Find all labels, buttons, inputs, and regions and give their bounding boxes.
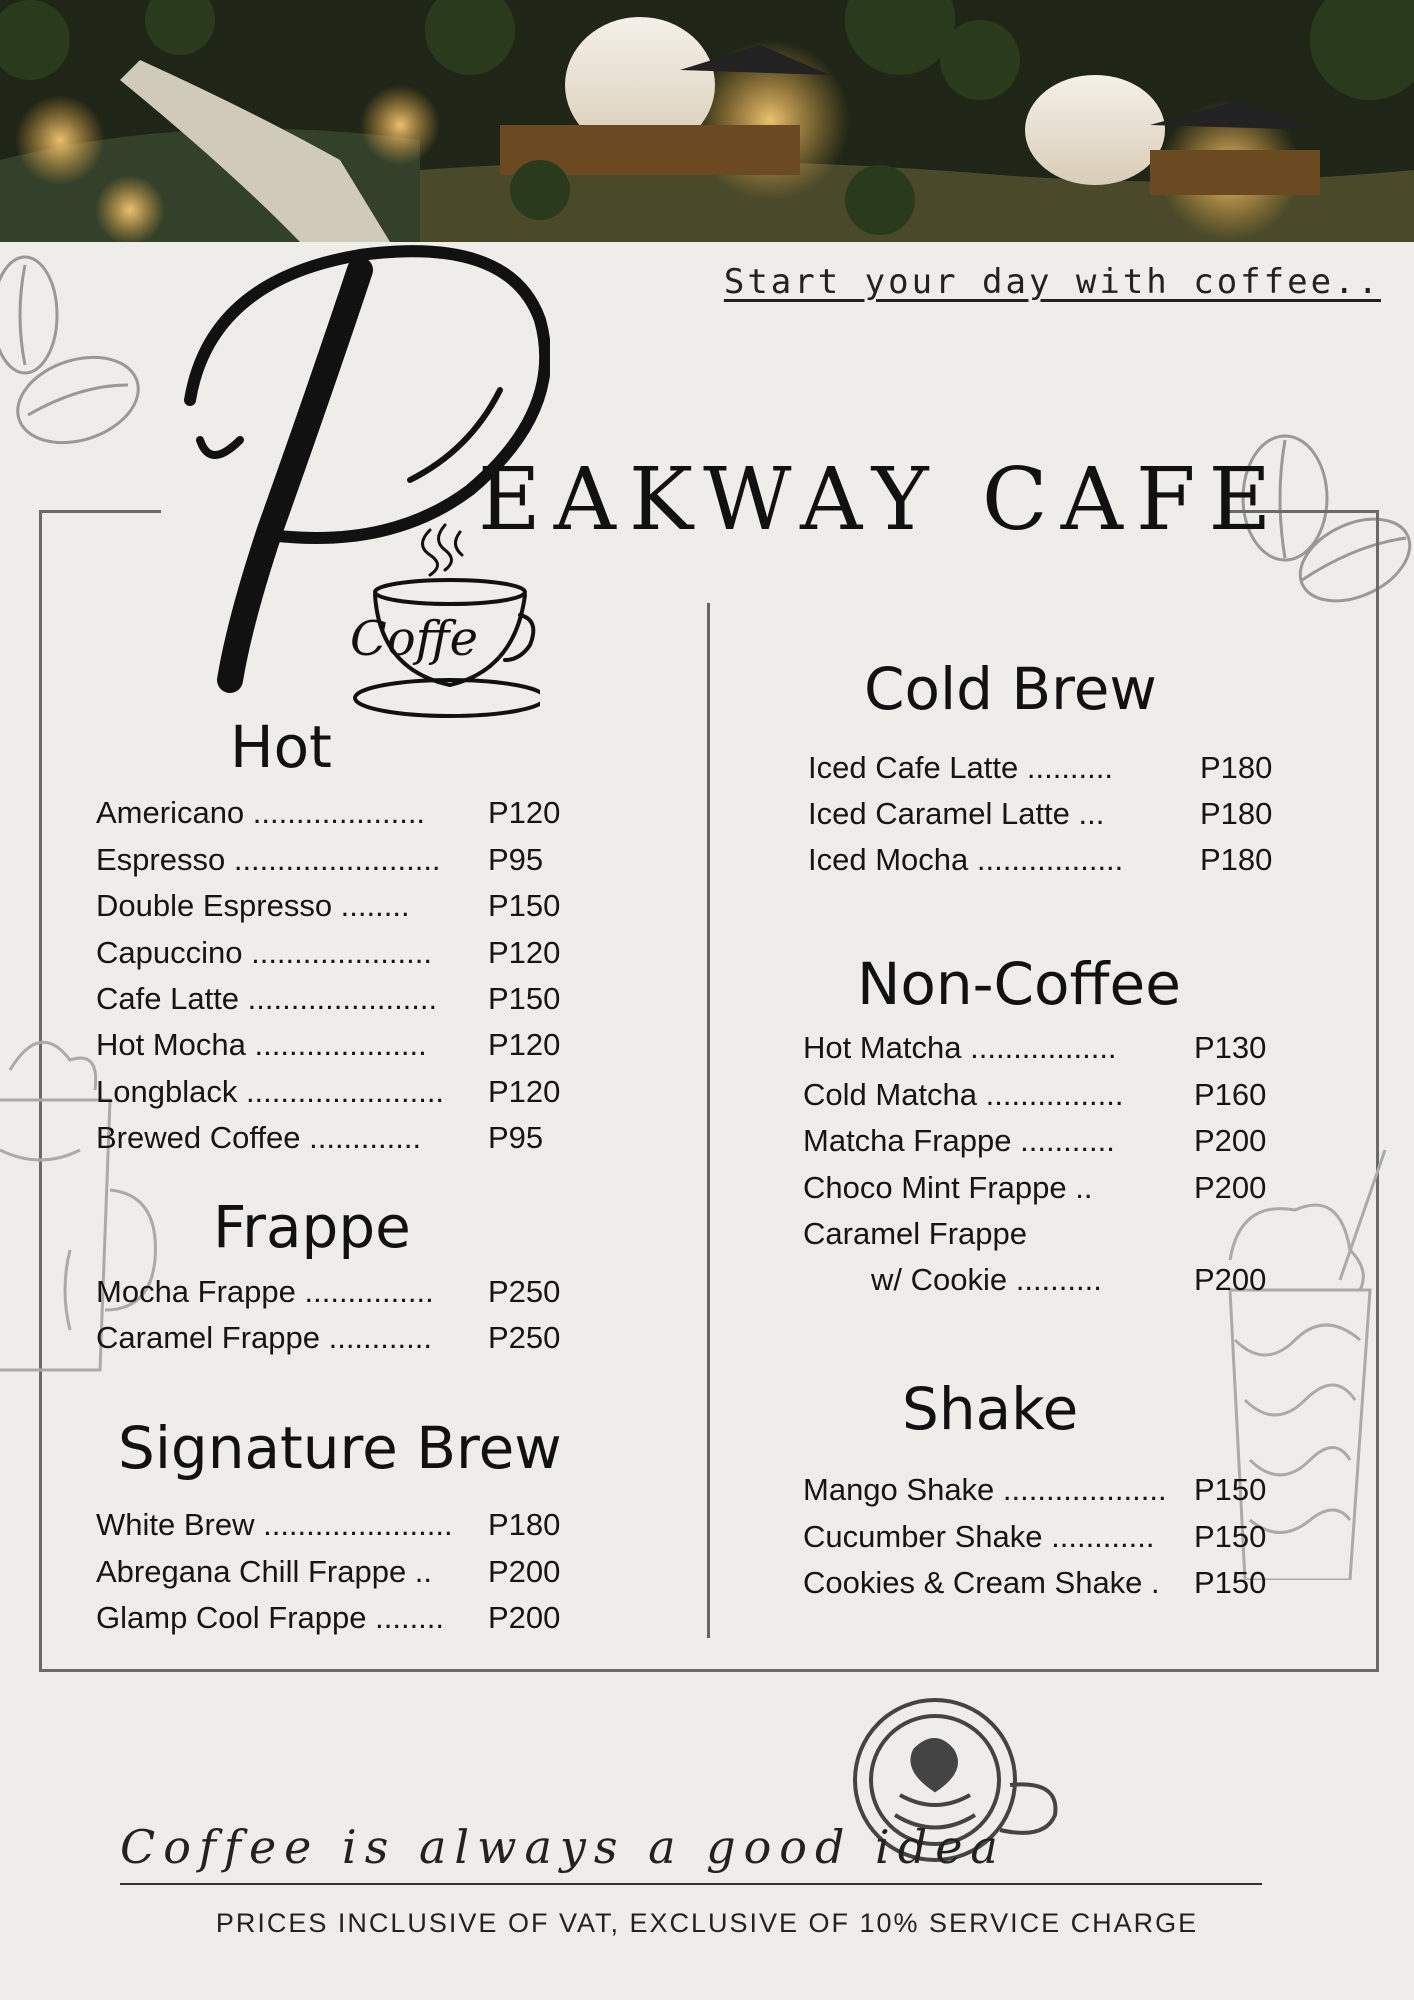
list-item: Hot Matcha ................. [803, 1030, 1117, 1065]
section-title-hot: Hot [230, 713, 332, 781]
footer-note: PRICES INCLUSIVE OF VAT, EXCLUSIVE OF 10% SERVICE CHARGE [215, 1908, 1199, 1938]
brand-name [478, 450, 1284, 550]
list-item: Caramel Frappe [803, 1216, 1027, 1251]
item-price: P250 [488, 1274, 561, 1309]
list-item: Matcha Frappe ........... [803, 1123, 1115, 1158]
list-item: Brewed Coffee ............. [96, 1120, 422, 1155]
item-price: P180 [488, 1507, 561, 1542]
list-item: Cookies & Cream Shake . [803, 1565, 1160, 1600]
item-price: P200 [1194, 1123, 1267, 1158]
list-item: Cafe Latte ...................... [96, 981, 438, 1016]
tagline: Start your day with coffee.. [723, 262, 1381, 302]
item-price: P200 [1194, 1170, 1267, 1205]
item-price: P95 [488, 1120, 544, 1155]
item-price: P200 [488, 1554, 561, 1589]
column-divider [707, 603, 710, 1638]
header-photo [0, 0, 1414, 242]
brand-rest: EAKWAY CAFE [478, 450, 1285, 550]
list-item: Glamp Cool Frappe ........ [96, 1600, 445, 1635]
section-title-signature-brew: Signature Brew [118, 1414, 562, 1482]
section-title-frappe: Frappe [213, 1193, 411, 1261]
item-price: P150 [1194, 1472, 1267, 1507]
item-price: P150 [488, 888, 561, 923]
item-price: P180 [1200, 842, 1273, 877]
item-price: P150 [488, 981, 561, 1016]
list-item: Caramel Frappe ............ [96, 1320, 432, 1355]
list-item: Espresso ........................ [96, 842, 441, 877]
cup-script: Coffe [350, 611, 479, 667]
list-item: Iced Caramel Latte ... [808, 796, 1105, 831]
footer-divider [120, 1883, 1262, 1885]
list-item: Abregana Chill Frappe .. [96, 1554, 433, 1589]
list-item: Mango Shake ................... [803, 1472, 1167, 1507]
list-item: White Brew ...................... [96, 1507, 453, 1542]
item-price: P200 [488, 1600, 561, 1635]
footer-quote: Coffee is always a good idea [120, 1820, 1006, 1874]
item-price: P120 [488, 935, 561, 970]
item-price: P120 [488, 1027, 561, 1062]
list-item: Cucumber Shake ............ [803, 1519, 1155, 1554]
item-price: P95 [488, 842, 544, 877]
list-item: Capuccino ..................... [96, 935, 432, 970]
item-price: P150 [1194, 1565, 1267, 1600]
frame-top-left [39, 510, 161, 513]
item-price: P250 [488, 1320, 561, 1355]
list-item: Mocha Frappe ............... [96, 1274, 434, 1309]
section-title-cold-brew: Cold Brew [864, 655, 1157, 723]
list-item: Cold Matcha ................ [803, 1077, 1124, 1112]
coffee-cup-icon [340, 520, 540, 730]
list-item: Iced Mocha ................. [808, 842, 1124, 877]
coffee-bean-icon [0, 255, 150, 455]
section-title-shake: Shake [902, 1375, 1079, 1443]
list-item: Americano .................... [96, 795, 426, 830]
section-title-non-coffee: Non-Coffee [857, 950, 1181, 1018]
item-price: P180 [1200, 796, 1273, 831]
item-price: P120 [488, 795, 561, 830]
list-item: Iced Cafe Latte .......... [808, 750, 1113, 785]
list-item: Choco Mint Frappe .. [803, 1170, 1093, 1205]
list-item: Longblack ....................... [96, 1074, 445, 1109]
list-item: w/ Cookie .......... [871, 1262, 1102, 1297]
item-price: P200 [1194, 1262, 1267, 1297]
item-price: P160 [1194, 1077, 1267, 1112]
list-item: Hot Mocha .................... [96, 1027, 427, 1062]
item-price: P120 [488, 1074, 561, 1109]
item-price: P150 [1194, 1519, 1267, 1554]
frappe-glass-icon [1210, 1140, 1410, 1580]
list-item: Double Espresso ........ [96, 888, 410, 923]
item-price: P130 [1194, 1030, 1267, 1065]
item-price: P180 [1200, 750, 1273, 785]
